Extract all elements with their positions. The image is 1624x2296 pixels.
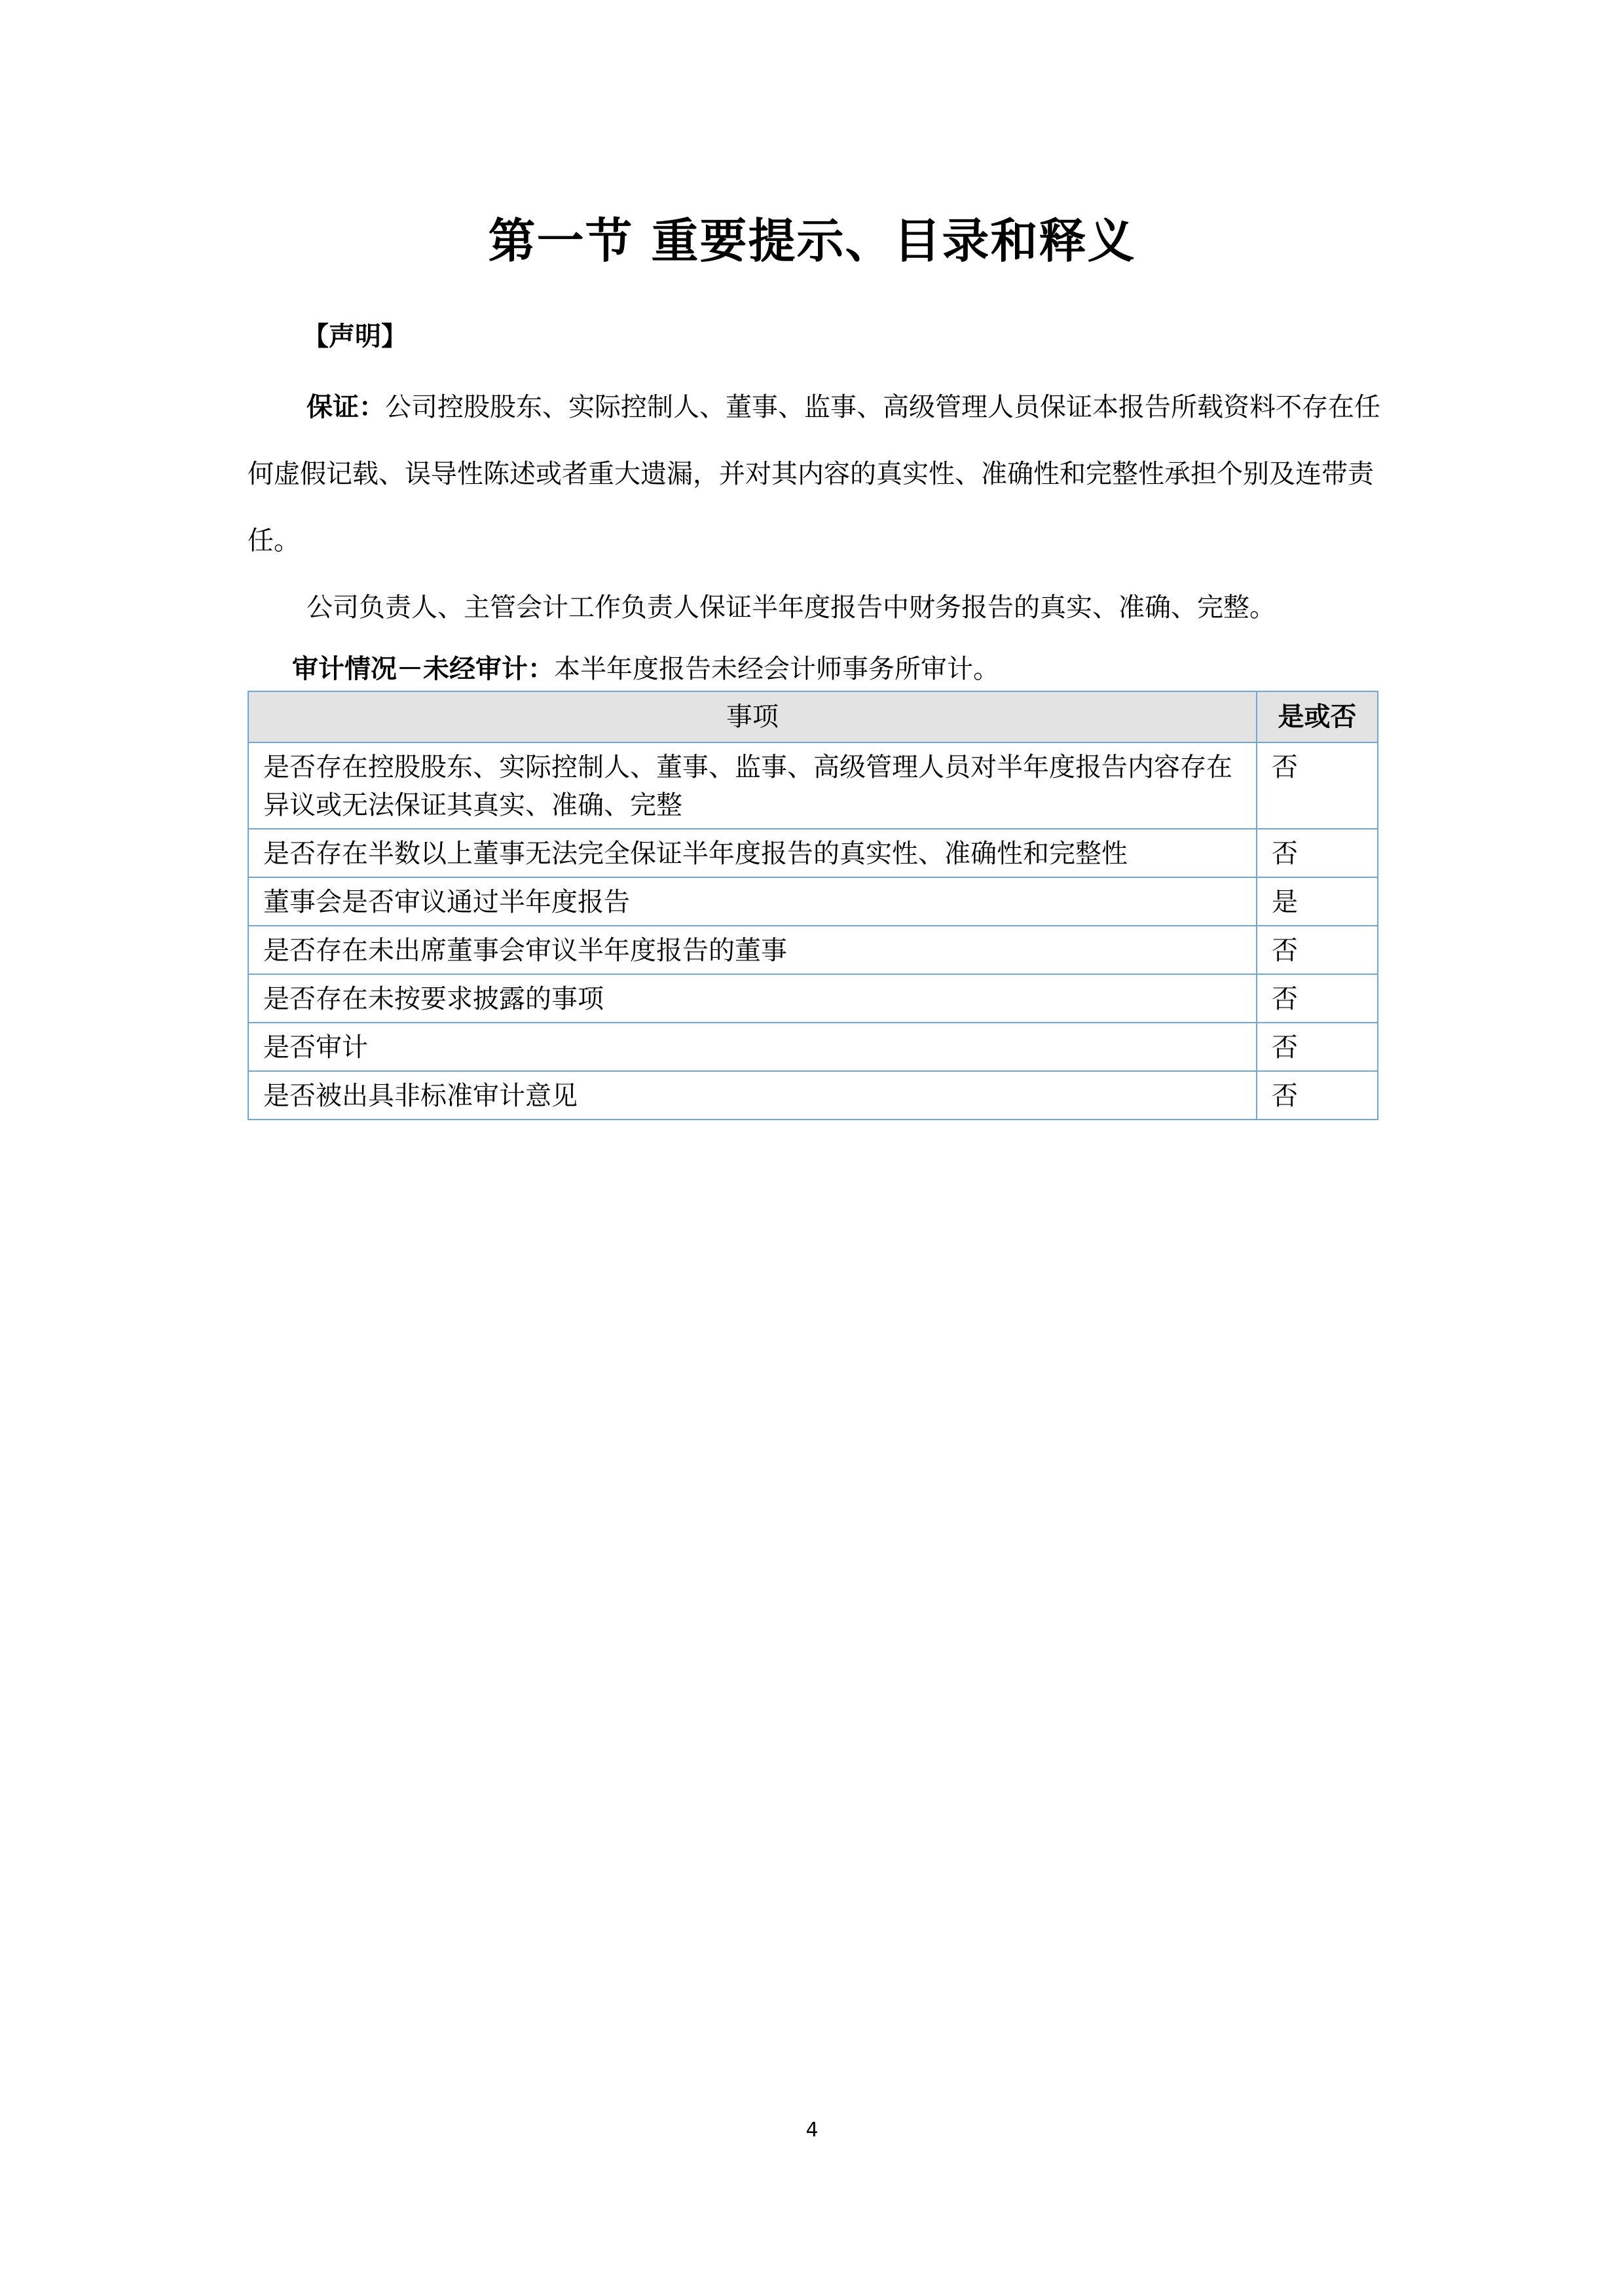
responsibility-paragraph: 公司负责人、主管会计工作负责人保证半年度报告中财务报告的真实、准确、完整。 (306, 592, 1276, 623)
guarantee-paragraph (248, 374, 1383, 574)
table-row (248, 742, 1378, 829)
guarantee-label: 保证： (306, 392, 385, 422)
table-row (248, 877, 1378, 926)
declaration-heading: 【声明】 (303, 321, 407, 352)
guarantee-text: 公司控股股东、实际控制人、董事、监事、高级管理人员保证本报告所载资料不存在任何虚假记载、误导性陈述或者重大遗漏，并对其内容的真实性、准确性和完整性承担个别及连带责任。 (248, 392, 1380, 556)
row-answer: 否 (1257, 829, 1378, 877)
row-item: 是否存在控股股东、实际控制人、董事、监事、高级管理人员对半年度报告内容存在异议或无法保证其真实、准确、完整 (248, 742, 1257, 829)
row-answer: 是 (1257, 877, 1378, 926)
audit-status-line (292, 649, 999, 689)
table-row (248, 1023, 1378, 1071)
table-row (248, 926, 1378, 974)
page-title: 第一节 重要提示、目录和释义 (488, 213, 1136, 268)
page-number: 4 (805, 2119, 819, 2141)
row-item: 董事会是否审议通过半年度报告 (248, 877, 1257, 926)
audit-text: 本半年度报告未经会计师事务所审计。 (554, 654, 999, 684)
table-row (248, 974, 1378, 1023)
row-answer: 否 (1257, 1071, 1378, 1120)
row-item: 是否存在半数以上董事无法完全保证半年度报告的真实性、准确性和完整性 (248, 829, 1257, 877)
row-answer: 否 (1257, 926, 1378, 974)
row-item: 是否存在未按要求披露的事项 (248, 974, 1257, 1023)
row-item: 是否审计 (248, 1023, 1257, 1071)
row-item: 是否被出具非标准审计意见 (248, 1071, 1257, 1120)
declaration-table (248, 691, 1378, 1120)
audit-label: 审计情况－未经审计： (292, 654, 554, 684)
table-row (248, 829, 1378, 877)
row-answer: 否 (1257, 1023, 1378, 1071)
row-answer: 否 (1257, 742, 1378, 829)
row-item: 是否存在未出席董事会审议半年度报告的董事 (248, 926, 1257, 974)
table-row (248, 1071, 1378, 1120)
row-answer: 否 (1257, 974, 1378, 1023)
table-header-row (248, 691, 1378, 742)
header-answer: 是或否 (1257, 691, 1378, 742)
header-item: 事项 (248, 691, 1257, 742)
